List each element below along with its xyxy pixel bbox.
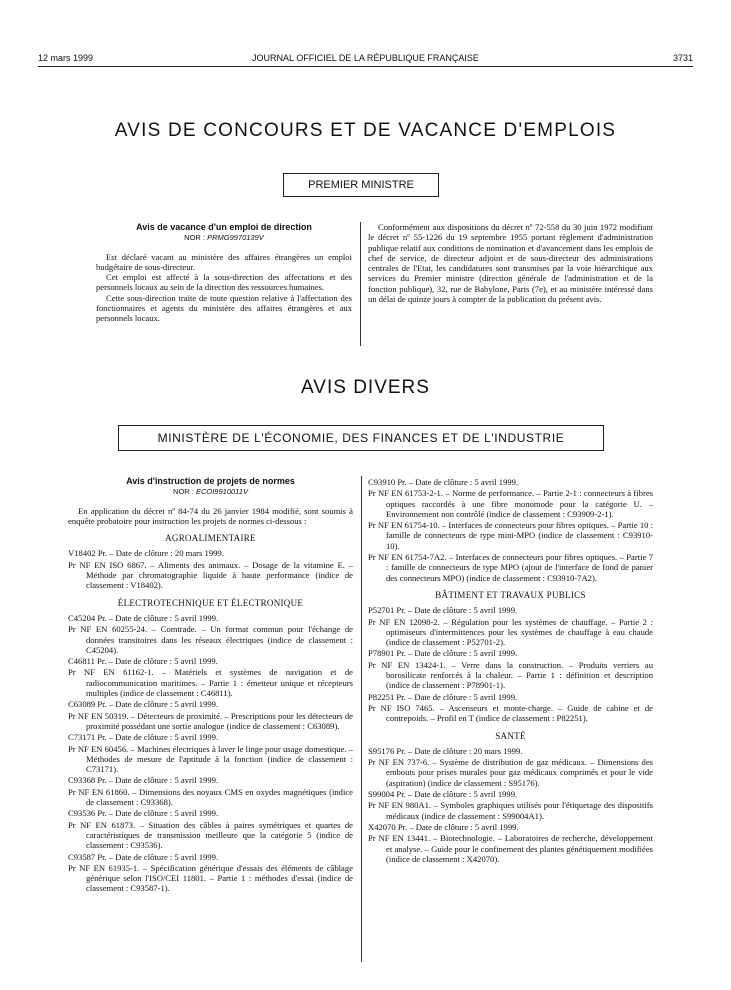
standard-entry: Pr NF EN 980A1. – Symboles graphiques utilisés pour l'étiquetage des dispositifs médicaux (indice de classement : S99004A1). [368, 800, 653, 821]
column-divider [360, 222, 361, 346]
section-heading: AGROALIMENTAIRE [165, 533, 256, 544]
closing-date-entry: C46811 Pr. – Date de clôture : 5 avril 1999. [68, 656, 218, 667]
standard-entry: Pr NF EN 61162-1. – Matériels et systèmes de navigation et de radiocommunication maritimes. – Partie 1 : émetteur unique et récepteurs multiples (indice de classement : C46811). [68, 667, 353, 699]
standard-entry: Pr NF EN 61754-7A2. – Interfaces de connecteurs pour fibres optiques. – Partie 7 : famille de connecteurs de type MPO (ajout de l'interface de fond de panier des connecteurs MPO) (indice de classement : C93910-7A2). [368, 552, 653, 583]
header-divider [38, 66, 693, 67]
standard-entry: Pr NF EN ISO 6867. – Aliments des animaux. – Dosage de la vitamine E. – Méthode par chromatographie liquide à haute performance (indice de classement : V18402). [68, 559, 353, 591]
closing-date-entry: S99004 Pr. – Date de clôture : 5 avril 1999. [368, 789, 518, 800]
section-heading: ÉLECTROTECHNIQUE ET ÉLECTRONIQUE [117, 597, 304, 608]
header-journal-title: JOURNAL OFFICIEL DE LA RÉPUBLIQUE FRANÇAISE [252, 53, 479, 63]
vacance-left-column [96, 222, 352, 324]
header-page-number: 3731 [672, 53, 693, 63]
closing-date-entry: P52701 Pr. – Date de clôture : 5 avril 1999. [368, 605, 518, 616]
vacance-right-paragraph: Conformément aux dispositions du décret nº 72-558 du 30 juin 1972 modifiant le décret nº 55-1226 du 19 septembre 1955 portant règlement d'administration publique relatif aux conditions de nomination et d'avancement dans les emplois de chef de service, de directeur adjoint et de sous-directeur des administrations centrales de l'Etat, les candidatures sont transmises par la voie hiérarchique aux services du Premier ministre (direction générale de l'administration et de la fonction publique), 32, rue de Babylone, Paris (7e), et au ministère intéressé dans un délai de quinze jours à compter de la publication du présent avis. [368, 222, 653, 305]
closing-date-entry: S95176 Pr. – Date de clôture : 20 mars 1999. [368, 745, 523, 756]
normes-title: Avis d'instruction de projets de normes [126, 476, 295, 486]
vacance-paragraph: Cet emploi est affecté à la sous-direction des affectations et des personnels locaux au sein de la direction des ressources humaines. [96, 272, 352, 293]
closing-date-entry: P78901 Pr. – Date de clôture : 5 avril 1999. [368, 648, 518, 659]
ministere-box [118, 425, 604, 451]
header-date: 12 mars 1999 [38, 53, 94, 63]
closing-date-entry: V18402 Pr. – Date de clôture : 20 mars 1999. [68, 548, 224, 559]
closing-date-entry: P82251 Pr. – Date de clôture : 5 avril 1999. [368, 691, 518, 702]
standard-entry: Pr NF EN 61873. – Situation des câbles à paires symétriques et quartes de caractéristiques de transmission meilleure que la catégorie 5 (indice de classement : C93536). [68, 819, 353, 851]
closing-date-entry: C45204 Pr. – Date de clôture : 5 avril 1999. [68, 612, 219, 623]
closing-date-entry: X42070 Pr. – Date de clôture : 5 avril 1999. [368, 821, 519, 832]
standard-entry: Pr NF EN 50319. – Détecteurs de proximité. – Prescriptions pour les détecteurs de proximité possédant une sortie analogue (indice de classement : C63089). [68, 710, 353, 731]
nor-label: NOR : [173, 487, 194, 497]
normes-intro: En application du décret nº 84-74 du 26 janvier 1984 modifié, sont soumis à enquête probatoire pour instruction les projets de normes ci-dessous : [68, 505, 353, 526]
nor-code: PRMG9970139V [207, 233, 264, 243]
closing-date-entry: C93910 Pr. – Date de clôture : 5 avril 1999. [368, 477, 519, 487]
normes-nor [68, 487, 353, 497]
nor-label: NOR : [184, 233, 206, 243]
standard-entry: Pr NF EN 13424-1. – Verre dans la construction. – Produits verriers au borosilicate renforcés à la chaleur. – Partie 1 : définition et description (indice de classement : P78901-1). [368, 659, 653, 691]
vacance-paragraph: Cette sous-direction traite de toute question relative à l'affectation des fonctionnaires et agents du ministère des affaires étrangères et aux personnels locaux. [96, 292, 352, 324]
standard-entry: Pr NF EN 61860. – Dimensions des noyaux CMS en oxydes magnétiques (indice de classement : C93368). [68, 786, 353, 808]
standard-entry: Pr NF EN 12098-2. – Régulation pour les systèmes de chauffage. – Partie 2 : optimiseurs d'intermittences pour les systèmes de chauffage à eau chaude (indice de classement : P52701-2). [368, 616, 653, 648]
standard-entry: Pr NF ISO 7465. – Ascenseurs et monte-charge. – Guide de cabine et de contrepoids. – Profil en T (indice de classement : P82251). [368, 702, 653, 724]
main-title: AVIS DE CONCOURS ET DE VACANCE D'EMPLOIS [114, 120, 617, 141]
closing-date-entry: C93368 Pr. – Date de clôture : 5 avril 1999. [68, 775, 219, 786]
nor-code: ECOI9910011V [195, 487, 248, 497]
standard-entry: Pr NF EN 61753-2-1. – Norme de performance. – Partie 2-1 : connecteurs à fibres optiques raccordés à une fibre monomode pour la catégorie U. – Environnement non contrôlé (indice de classement : C93909-2-1). [368, 488, 653, 519]
standard-entry: Pr NF EN 737-6. – Système de distribution de gaz médicaux. – Dimensions des embouts pour prises murales pour gaz médicaux comprimés et pour le vide (aspiration) (indice de classement : S95176). [368, 757, 653, 788]
standard-entry: Pr NF EN 60255-24. – Comtrade. – Un format commun pour l'échange de données transitoires dans les réseaux électriques (indice de classement : C45204). [68, 624, 353, 655]
vacance-title: Avis de vacance d'un emploi de direction [136, 222, 312, 232]
standard-entry: Pr NF EN 61935-1. – Spécification générique d'essais des éléments de câblage générique selon l'ISO/CEI 11801. – Partie 1 : méthodes d'essai (indice de classement : C93587-1). [68, 862, 353, 894]
closing-date-entry: C93587 Pr. – Date de clôture : 5 avril 1999. [68, 851, 219, 862]
closing-date-entry: C63089 Pr. – Date de clôture : 5 avril 1999. [68, 699, 219, 710]
normes-right-column [368, 476, 653, 865]
avis-divers-title: AVIS DIVERS [301, 377, 430, 398]
vacance-paragraph: Est déclaré vacant au ministère des affaires étrangères un emploi budgétaire de sous-directeur. [96, 251, 352, 272]
normes-left-column [68, 476, 353, 895]
standard-entry: Pr NF EN 13441. – Biotechnologie. – Laboratoires de recherche, développement et analyse. – Guide pour le confinement des plantes génétiquement modifiées (indice de classement : X42070). [368, 833, 653, 864]
premier-ministre-box [283, 173, 439, 197]
closing-date-entry: C73171 Pr. – Date de clôture : 5 avril 1999. [68, 732, 219, 743]
closing-date-entry: C93536 Pr. – Date de clôture : 5 avril 1999. [68, 808, 219, 819]
premier-ministre-label: PREMIER MINISTRE [308, 179, 414, 191]
section-heading: BÂTIMENT ET TRAVAUX PUBLICS [435, 589, 586, 600]
ministere-label: MINISTÈRE DE L'ÉCONOMIE, DES FINANCES ET DE L'INDUSTRIE [157, 431, 565, 445]
standard-entry: Pr NF EN 61754-10. – Interfaces de connecteurs pour fibres optiques. – Partie 10 : famille de connecteurs de type mini-MPO (indice de classement : C93910-10). [368, 520, 653, 551]
vacance-right-column [368, 222, 653, 304]
section-heading: SANTÉ [495, 730, 526, 741]
standard-entry: Pr NF EN 60456. – Machines électriques à laver le linge pour usage domestique. – Méthodes de mesure de l'aptitude à la fonction (indice de classement : C73171). [68, 743, 353, 775]
column-divider [361, 476, 362, 962]
vacance-nor [96, 233, 352, 243]
